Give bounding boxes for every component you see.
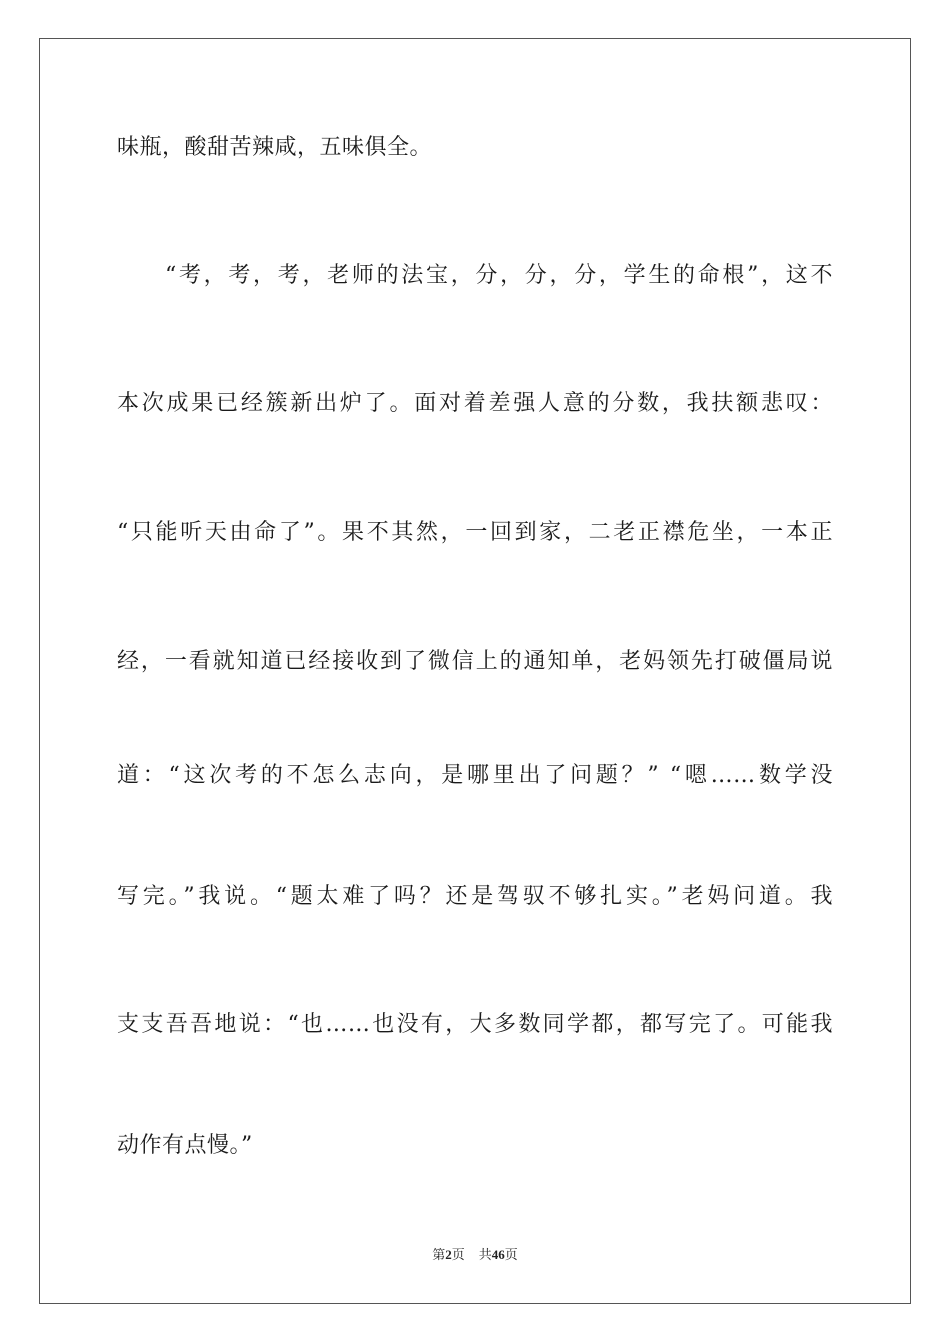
paragraph-line-9: 动作有点慢。” [117,1133,253,1158]
paragraph-line-8: 支支吾吾地说：“也……也没有，大多数同学都，都写完了。可能我 [117,1012,833,1037]
paragraph-line-5: 经，一看就知道已经接收到了微信上的通知单，老妈领先打破僵局说 [117,649,833,674]
footer-page-number: 2 [445,1247,452,1262]
paragraph-line-1: 味瓶，酸甜苦辣咸，五味俱全。 [117,135,433,160]
paragraph-line-6: 道：“这次考的不怎么志向，是哪里出了问题？” “嗯……数学没 [117,763,833,788]
page-footer [0,1246,950,1265]
paragraph-line-2: “考，考，考，老师的法宝，分，分，分，学生的命根”，这不 [165,263,833,288]
footer-total-number: 46 [491,1247,505,1262]
footer-page-prefix: 第 [432,1248,446,1263]
footer-total-prefix: 共 [478,1248,492,1263]
paragraph-line-3: 本次成果已经簇新出炉了。面对着差强人意的分数，我扶额悲叹： [117,391,833,416]
paragraph-line-4: “只能听天由命了”。果不其然，一回到家，二老正襟危坐，一本正 [117,520,833,545]
paragraph-line-7: 写完。”我说。“题太难了吗？还是驾驭不够扎实。”老妈问道。我 [117,884,833,909]
footer-total-suffix: 页 [504,1248,518,1263]
footer-page-suffix: 页 [451,1248,465,1263]
